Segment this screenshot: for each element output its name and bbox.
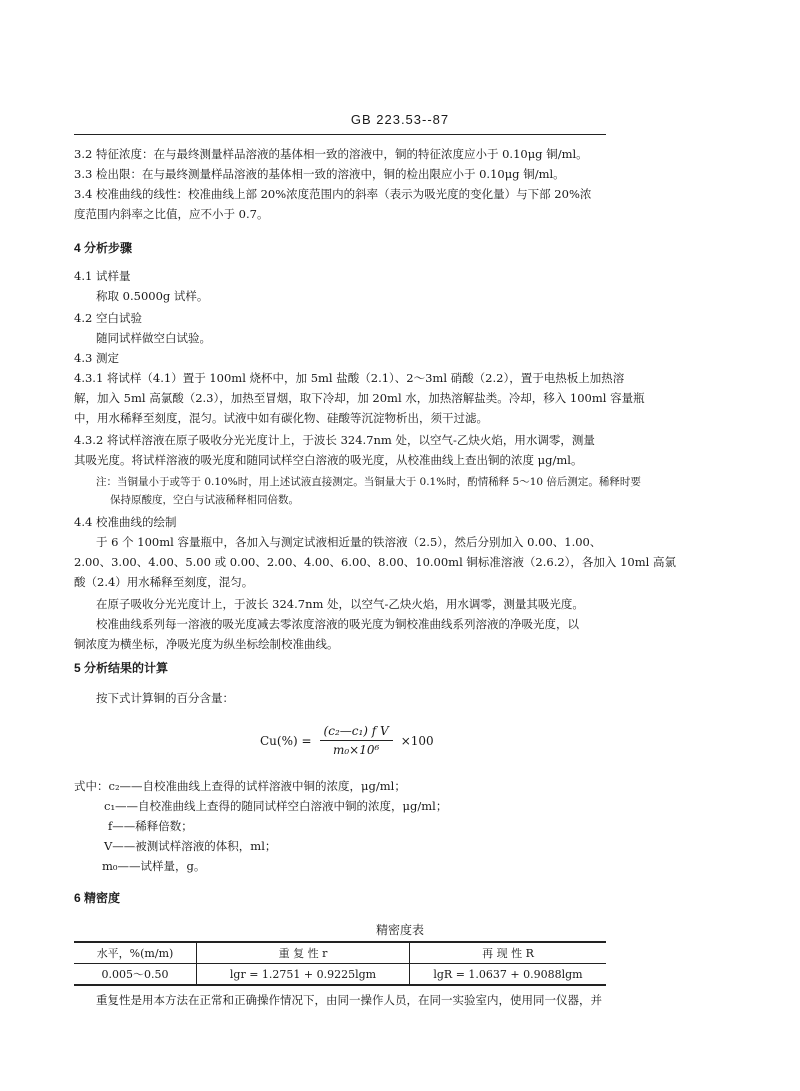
- cell-level: 0.005～0.50: [74, 964, 197, 986]
- repeatability-definition: 重复性是用本方法在正常和正确操作情况下，由同一操作人员，在同一实验室内，使用同一仪器，并: [96, 993, 602, 1007]
- section-4-title: 4 分析步骤: [74, 241, 133, 255]
- precision-table: [74, 941, 606, 986]
- clause-4-3-2-line1: 4.3.2 将试样溶液在原子吸收分光光度计上，于波长 324.7nm 处，以空气-乙炔火焰，用水调零，测量: [74, 433, 595, 447]
- formula-fraction: [320, 724, 393, 757]
- clause-4-4-title: 4.4 校准曲线的绘制: [74, 515, 177, 529]
- standard-number: GB 223.53--87: [350, 112, 450, 127]
- header-rule: [74, 134, 606, 135]
- where-v: V——被测试样溶液的体积，ml；: [104, 839, 277, 853]
- clause-4-3-2-line2: 其吸光度。将试样溶液的吸光度和随同试样空白溶液的吸光度，从校准曲线上查出铜的浓度 μg/ml。: [74, 453, 583, 467]
- formula-intro: 按下式计算铜的百分含量：: [96, 691, 234, 705]
- clause-3-2: 3.2 特征浓度：在与最终测量样品溶液的基体相一致的溶液中，铜的特征浓度应小于 0.10μg 铜/ml。: [74, 147, 588, 161]
- header-repeatability: 重 复 性 r: [197, 942, 410, 964]
- clause-4-4-line4: 在原子吸收分光光度计上，于波长 324.7nm 处，以空气-乙炔火焰，用水调零，测量其吸光度。: [96, 597, 584, 611]
- table-header-row: [74, 942, 606, 964]
- header-level: 水平，%(m/m): [74, 942, 197, 964]
- header-reproducibility: 再 现 性 R: [410, 942, 607, 964]
- table-row: [74, 964, 606, 986]
- clause-4-3-1-line3: 中，用水稀释至刻度，混匀。试液中如有碳化物、硅酸等沉淀物析出，须干过滤。: [74, 411, 488, 425]
- formula-denominator: m₀×10⁶: [332, 743, 380, 757]
- where-f: f——稀释倍数；: [108, 819, 193, 833]
- clause-4-4-line6: 铜浓度为横坐标，净吸光度为纵坐标绘制校准曲线。: [74, 637, 339, 651]
- where-c1: c₁——自校准曲线上查得的随同试样空白溶液中铜的浓度，μg/ml；: [104, 799, 448, 813]
- clause-4-1-text: 称取 0.5000g 试样。: [96, 289, 209, 303]
- where-m0: m₀——试样量，g。: [102, 859, 206, 873]
- clause-4-4-line2: 2.00、3.00、4.00、5.00 或 0.00、2.00、4.00、6.00、8.00、10.00ml 铜标准溶液（2.6.2），各加入 10ml 高氯: [74, 555, 676, 569]
- note-line1: 注：当铜量小于或等于 0.10%时，用上述试液直接测定。当铜量大于 0.1%时，酌情稀释 5～10 倍后测定。稀释时要: [96, 476, 641, 488]
- cell-repeatability: lgr = 1.2751 + 0.9225lgm: [197, 964, 410, 986]
- formula-rhs: ×100: [400, 733, 434, 748]
- clause-4-4-line5: 校准曲线系列每一溶液的吸光度减去零浓度溶液的吸光度为铜校准曲线系列溶液的净吸光度，以: [96, 617, 579, 631]
- clause-4-3-title: 4.3 测定: [74, 351, 119, 365]
- clause-4-4-line3: 酸（2.4）用水稀释至刻度，混匀。: [74, 575, 254, 589]
- table-caption: 精密度表: [375, 923, 424, 937]
- clause-4-3-1-line1: 4.3.1 将试样（4.1）置于 100ml 烧杯中，加 5ml 盐酸（2.1）、2～3ml 硝酸（2.2），置于电热板上加热溶: [74, 371, 625, 385]
- note-line2: 保持原酸度，空白与试液稀释相同倍数。: [110, 494, 299, 506]
- where-c2: 式中：c₂——自校准曲线上查得的试样溶液中铜的浓度，μg/ml；: [74, 779, 406, 793]
- cell-reproducibility: lgR = 1.0637 + 0.9088lgm: [410, 964, 607, 986]
- copper-formula: [260, 724, 434, 757]
- clause-4-2-text: 随同试样做空白试验。: [96, 331, 211, 345]
- clause-4-3-1-line2: 解，加入 5ml 高氯酸（2.3），加热至冒烟，取下冷却，加 20ml 水，加热溶解盐类。冷却，移入 100ml 容量瓶: [74, 391, 645, 405]
- formula-numerator: (c₂—c₁) f V: [320, 724, 393, 741]
- clause-4-4-line1: 于 6 个 100ml 容量瓶中，各加入与测定试液相近量的铁溶液（2.5），然后分别加入 0.00、1.00、: [96, 535, 602, 549]
- section-6-title: 6 精密度: [74, 891, 121, 905]
- clause-3-4-line1: 3.4 校准曲线的线性：校准曲线上部 20%浓度范围内的斜率（表示为吸光度的变化量）与下部 20%浓: [74, 187, 592, 201]
- clause-4-2-title: 4.2 空白试验: [74, 311, 142, 325]
- section-5-title: 5 分析结果的计算: [74, 661, 169, 675]
- formula-lhs: Cu(%) =: [260, 733, 312, 748]
- clause-3-4-line2: 度范围内斜率之比值，应不小于 0.7。: [74, 207, 269, 221]
- clause-4-1-title: 4.1 试样量: [74, 269, 131, 283]
- clause-3-3: 3.3 检出限：在与最终测量样品溶液的基体相一致的溶液中，铜的检出限应小于 0.10μg 铜/ml。: [74, 167, 565, 181]
